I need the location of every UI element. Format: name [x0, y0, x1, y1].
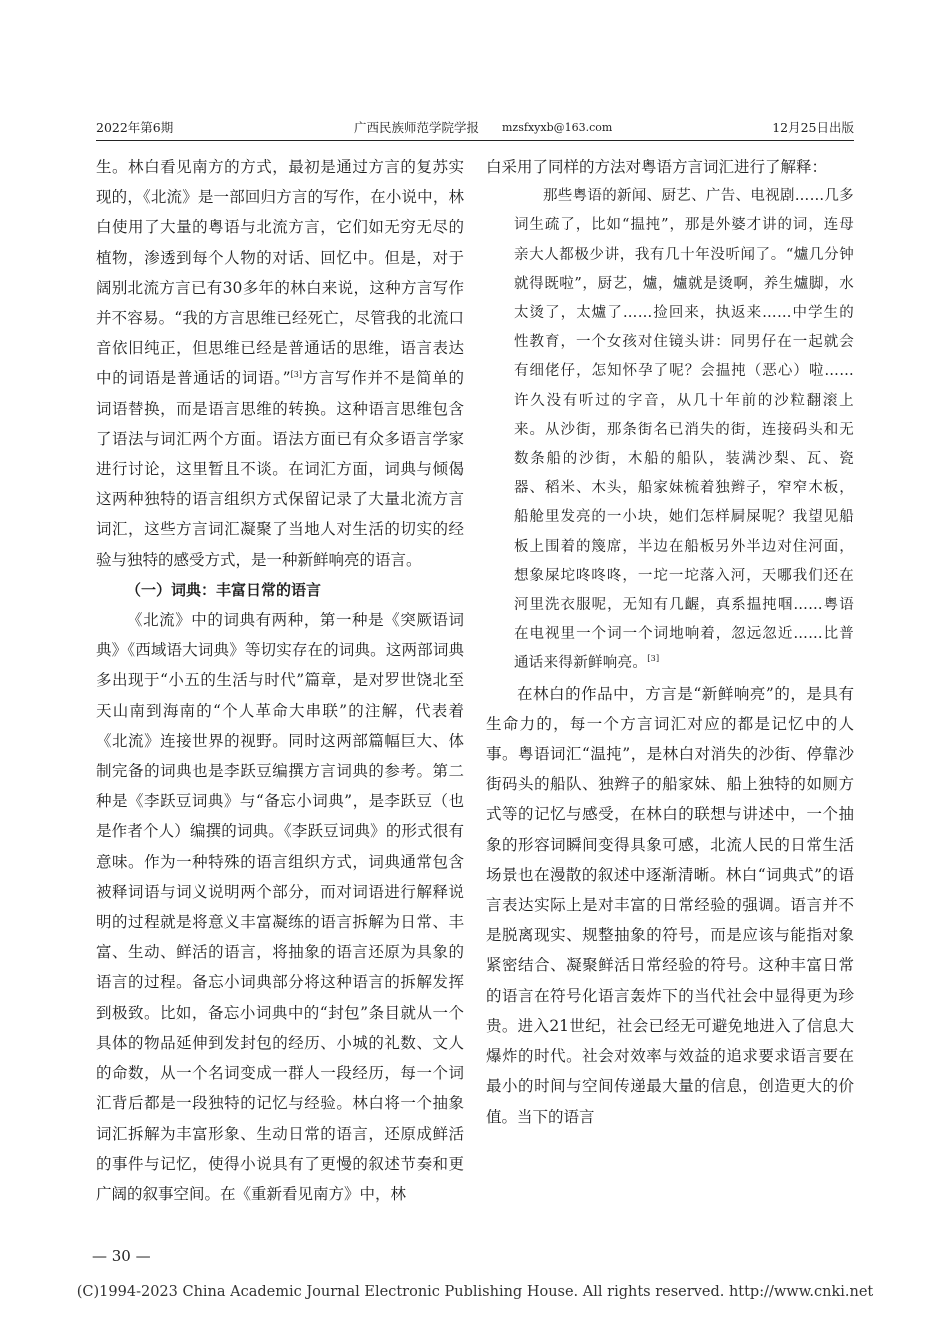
- paragraph: 在林白的作品中，方言是“新鲜响亮”的，是具有生命力的，每一个方言词汇对应的都是记忆中的人事。粤语词汇“温扽”，是林白对消失的沙街、停靠沙街码头的船队、独辫子的船家妹、船上独特的如厕方式等的记忆与感受，在林白的联想与讲述中，一个抽象的形容词瞬间变得具象可感，北流人民的日常生活场景也在漫散的叙述中逐渐清晰。林白“词典式”的语言表达实际上是对丰富的日常经验的强调。语言并不是脱离现实、规整抽象的符号，而是应该与能指对象紧密结合、凝聚鲜活日常经验的符号。这种丰富日常的语言在符号化语言轰炸下的当代社会中显得更为珍贵。进入21世纪，社会已经无可避免地进入了信息大爆炸的时代。社会对效率与效益的追求要求语言要在最小的时间与空间传递最大量的信息，创造更大的价值。当下的语言: [486, 684, 854, 1126]
- left-column: [96, 152, 464, 1209]
- journal-email: mzsfxyxb@163.com: [502, 121, 613, 134]
- paragraph: 生。林白看见南方的方式，最初是通过方言的复苏实现的，《北流》是一部回归方言的写作，在小说中，林白使用了大量的粤语与北流方言，它们如无穷无尽的植物，渗透到每个人物的对话、回忆中。但是，对于阔别北流方言已有30多年的林白来说，这种方言写作并不容易。“我的方言思维已经死亡，尽管我的北流口音依旧纯正，但思维已经是普通话的思维，语言表达中的词语是普通话的词语。”[3]方言写作并不是简单的词语替换，而是语言思维的转换。这种语言思维包含了语法与词汇两个方面。语法方面已有众多语言学家进行讨论，这里暂且不谈。在词汇方面，词典与倾偈这两种独特的语言组织方式保留记录了大量北流方言词汇，这些方言词汇凝聚了当地人对生活的切实的经验与独特的感受方式，是一种新鲜响亮的语言。: [96, 158, 464, 569]
- issue-label: 2022年第6期: [96, 120, 174, 135]
- paragraph: 白采用了同样的方法对粤语方言词汇进行了解释：: [486, 158, 828, 176]
- page-number: — 30 —: [92, 1247, 151, 1265]
- citation-ref: [3]: [647, 654, 660, 664]
- publish-date: 12月25日出版: [772, 120, 854, 135]
- right-column: [486, 152, 854, 1132]
- section-heading: （一）词典：丰富日常的语言: [126, 580, 322, 599]
- block-quote: 那些粤语的新闻、厨艺、广告、电视剧……几多词生疏了，比如“揾扽”，那是外婆才讲的词，连母亲大人都极少讲，我有几十年没听闻了。“爐几分钟就得既啦”，厨艺，爐，爐就是烫啊，养生爐脚，水太烫了，太爐了……捡回来，执返来……中学生的性教育，一个女孩对住镜头讲：同男仔在一起就会有细佬仔，怎知怀孕了呢？会揾扽（恶心）啦……许久没有听过的字音，从几十年前的沙粒翻滚上来。从沙街，那条街名已消失的街，连接码头和无数条船的沙街，木船的船队，装满沙梨、瓦、瓷器、稻米、木头，船家妹梳着独辫子，窄窄木板，船舱里发亮的一小块，她们怎样屙屎呢？我望见船板上围着的篾席，半边在船板另外半边对住河面，想象屎坨咚咚咚，一坨一坨落入河，天哪我们还在河里洗衣服呢，无知有几齷，真系揾扽啯……粤语在电视里一个词一个词地响着，忽远忽近……比普通话来得新鲜响亮。[3]: [514, 188, 854, 672]
- copyright-footer: (C)1994-2023 China Academic Journal Electronic Publishing House. All rights reserved. http://www.cnki.net: [76, 1284, 874, 1300]
- paragraph: 《北流》中的词典有两种，第一种是《突厥语词典》《西域语大词典》等切实存在的词典。这两部词典多出现于“小五的生活与时代”篇章，是对罗世饶北至天山南到海南的“个人革命大串联”的注解，代表着《北流》连接世界的视野。同时这两部篇幅巨大、体制完备的词典也是李跃豆编撰方言词典的参考。第二种是《李跃豆词典》与“备忘小词典”，是李跃豆（也是作者个人）编撰的词典。《李跃豆词典》的形式很有意味。作为一种特殊的语言组织方式，词典通常包含被释词语与词义说明两个部分，而对词语进行解释说明的过程就是将意义丰富凝练的语言拆解为日常、丰富、生动、鲜活的语言，将抽象的语言还原为具象的语言的过程。备忘小词典部分将这种语言的拆解发挥到极致。比如，备忘小词典中的“封包”条目就从一个具体的物品延伸到发封包的经历、小城的礼数、文人的命数，从一个名词变成一群人一段经历，每一个词汇背后都是一段独特的记忆与经验。林白将一个抽象词汇拆解为丰富形象、生动日常的语言，还原成鲜活的事件与记忆，使得小说具有了更慢的叙述节奏和更广阔的叙事空间。在《重新看见南方》中，林: [96, 611, 464, 1203]
- journal-title: 广西民族师范学院学报: [354, 120, 480, 135]
- citation-ref: [3]: [290, 370, 302, 380]
- running-header: [96, 118, 854, 141]
